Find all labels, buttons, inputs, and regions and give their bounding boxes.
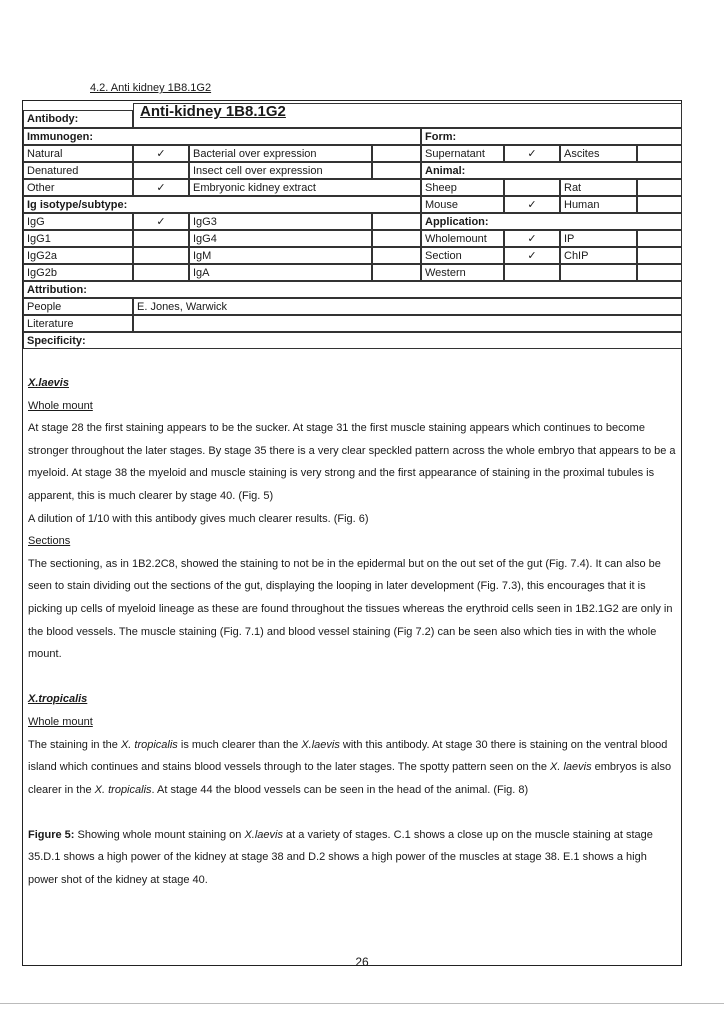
immunogen-label: Immunogen: (23, 128, 421, 145)
sections-text: The sectioning, as in 1B2.2C8, showed the staining to not be in the epidermal but on the out set of the gut (Fig. 7.4). It can also be seen to stain dividing out the sections of the gut, displaying the looping in later development (Fig. 7.3), this encourages that it is picking up cells of myeloid lineage as these are found throughout the tissues whereas the erythroid cells seen in 1B2.1G2 are only in the blood vessels. The muscle staining (Fig. 7.1) and blood vessel staining (Fig 7.2) can be seen also which ties in with the whole mount. (28, 557, 673, 661)
isotype-option: IgG1 (23, 230, 133, 247)
page-number: 26 (355, 955, 369, 969)
form-option: Supernatant (421, 145, 504, 162)
literature-label: Literature (23, 315, 133, 332)
isotype-option: IgG2a (23, 247, 133, 264)
application-option: Wholemount (421, 230, 504, 247)
tropicalis-heading: X.tropicalis (28, 693, 88, 706)
immunogen-option: Denatured (23, 162, 133, 179)
people-value: E. Jones, Warwick (133, 298, 682, 315)
figure-5-caption: Figure 5: Showing whole mount staining on X.laevis at a variety of stages. C.1 shows a close up on the muscle staining at stage 35.D.1 shows a high power of the kidney at stage 38 and D.2 shows a high power of the muscles at stage 38. E.1 shows a high power shot of the kidney at stage 40. (28, 828, 653, 887)
isotype-option: IgG2b (23, 264, 133, 281)
check-mark (637, 145, 682, 162)
check-mark (637, 264, 682, 281)
immunogen-option: Other (23, 179, 133, 196)
check-mark (133, 230, 189, 247)
isotype-option: IgG4 (189, 230, 372, 247)
sections-heading: Sections (28, 535, 71, 548)
check-mark (372, 264, 421, 281)
animal-option: Rat (560, 179, 637, 196)
application-option (560, 264, 637, 281)
isotype-option: IgG3 (189, 213, 372, 230)
check-mark (637, 230, 682, 247)
application-option: IP (560, 230, 637, 247)
check-mark (372, 247, 421, 264)
check-mark: ✓ (504, 196, 560, 213)
immunogen-option: Insect cell over expression (189, 162, 372, 179)
isotype-option: IgG (23, 213, 133, 230)
check-mark (133, 247, 189, 264)
check-mark: ✓ (504, 145, 560, 162)
animal-option: Human (560, 196, 637, 213)
check-mark (637, 179, 682, 196)
check-mark (504, 179, 560, 196)
check-mark (372, 162, 421, 179)
isotype-label: Ig isotype/subtype: (23, 196, 421, 213)
antibody-label: Antibody: (23, 110, 133, 128)
animal-option: Mouse (421, 196, 504, 213)
tropicalis-wholemount-text: The staining in the X. tropicalis is much clearer than the X.laevis with this antibody. At stage 30 there is staining on the ventral blood island which continues and stains blood vessels through to the later stages. The spotty pattern seen on the X. laevis embryos is also clearer in the X. tropicalis. At stage 44 the blood vessels can be seen in the head of the animal. (Fig. 8) (28, 738, 672, 796)
check-mark: ✓ (504, 247, 560, 264)
animal-option: Sheep (421, 179, 504, 196)
tropicalis-wholemount-heading: Whole mount (28, 715, 93, 728)
laevis-wholemount-text: At stage 28 the first staining appears to be the sucker. At stage 31 the first muscle staining appears which continues to become stronger throughout the later stages. By stage 35 there is a very clear speckled pattern across the whole embryo that appears to be a myeloid. At stage 38 the myeloid and muscle staining is very strong and the first appearance of staining in the proximal tubules is apparent, this is much clearer by stage 40. (Fig. 5) (28, 422, 676, 502)
check-mark (372, 213, 421, 230)
check-mark (372, 145, 421, 162)
antibody-name: Anti-kidney 1B8.1G2 (133, 103, 682, 128)
specificity-body (28, 372, 678, 892)
check-mark (637, 196, 682, 213)
isotype-option: IgA (189, 264, 372, 281)
literature-value (133, 315, 682, 332)
check-mark (504, 264, 560, 281)
immunogen-option: Natural (23, 145, 133, 162)
laevis-dilution-text: A dilution of 1/10 with this antibody gives much clearer results. (Fig. 6) (28, 512, 369, 525)
laevis-heading: X.laevis (28, 377, 69, 389)
check-mark (133, 264, 189, 281)
check-mark (637, 247, 682, 264)
animal-label: Animal: (421, 162, 682, 179)
section-title: 4.2. Anti kidney 1B8.1G2 (90, 82, 212, 94)
check-mark: ✓ (133, 145, 189, 162)
check-mark: ✓ (133, 179, 189, 196)
check-mark: ✓ (504, 230, 560, 247)
laevis-wholemount-heading: Whole mount (28, 399, 93, 412)
form-label: Form: (421, 128, 682, 145)
immunogen-option: Embryonic kidney extract (189, 179, 421, 196)
form-option: Ascites (560, 145, 637, 162)
attribution-label: Attribution: (23, 281, 682, 298)
isotype-option: IgM (189, 247, 372, 264)
application-option: Section (421, 247, 504, 264)
check-mark (133, 162, 189, 179)
application-label: Application: (421, 213, 682, 230)
application-option: Western (421, 264, 504, 281)
application-option: ChIP (560, 247, 637, 264)
page-edge-line (0, 1003, 724, 1004)
people-label: People (23, 298, 133, 315)
specificity-label: Specificity: (23, 332, 682, 349)
check-mark (372, 230, 421, 247)
immunogen-option: Bacterial over expression (189, 145, 372, 162)
check-mark: ✓ (133, 213, 189, 230)
